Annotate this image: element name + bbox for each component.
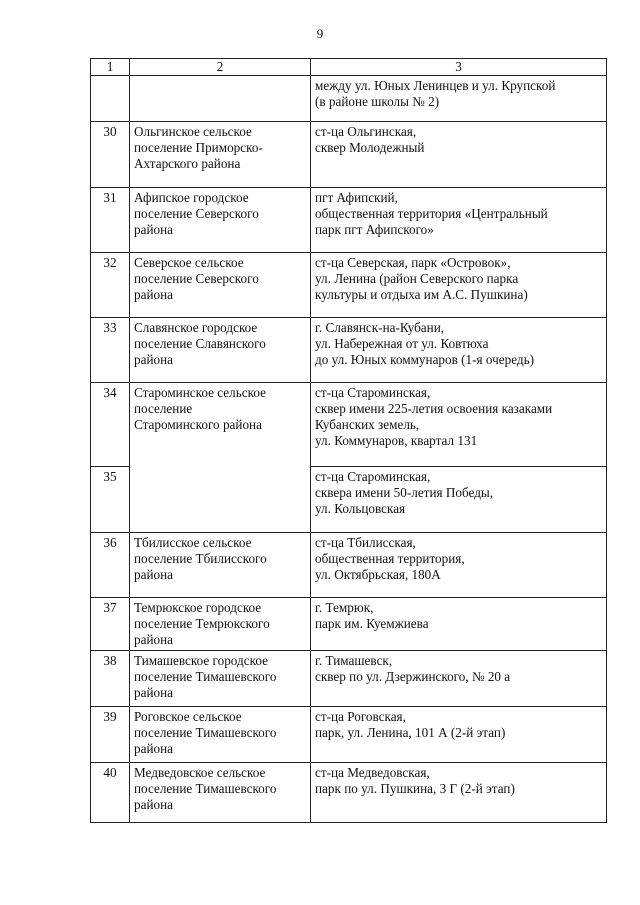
column-header: 3 bbox=[311, 59, 607, 76]
row-number: 34 bbox=[91, 383, 130, 467]
settlement-cell: Тимашевское городское поселение Тимашевского района bbox=[130, 651, 311, 707]
column-header: 1 bbox=[91, 59, 130, 76]
address-cell: ст-ца Тбилисская, общественная территория, ул. Октябрьская, 180А bbox=[311, 533, 607, 598]
address-cell: г. Тимашевск, сквер по ул. Дзержинского, № 20 а bbox=[311, 651, 607, 707]
address-cell: ст-ца Ольгинская, сквер Молодежный bbox=[311, 122, 607, 188]
settlement-cell: Медведовское сельское поселение Тимашевского района bbox=[130, 763, 311, 823]
settlement-cell: Северское сельское поселение Северского района bbox=[130, 253, 311, 318]
address-cell: г. Славянск-на-Кубани, ул. Набережная от ул. Ковтюха до ул. Юных коммунаров (1-я очередь) bbox=[311, 318, 607, 383]
address-cell: ст-ца Северская, парк «Островок», ул. Ленина (район Северского парка культуры и отдыха им А.С. Пушкина) bbox=[311, 253, 607, 318]
table-row bbox=[91, 651, 607, 707]
table-row bbox=[91, 533, 607, 598]
table-row bbox=[91, 598, 607, 651]
page-number: 9 bbox=[316, 26, 324, 41]
settlement-cell: Славянское городское поселение Славянского района bbox=[130, 318, 311, 383]
table-row bbox=[91, 188, 607, 253]
row-number: 35 bbox=[91, 467, 130, 533]
territories-table bbox=[90, 58, 607, 823]
address-cell: ст-ца Староминская, сквер имени 225-летия освоения казаками Кубанских земель, ул. Коммунаров, квартал 131 bbox=[311, 383, 607, 467]
table-row bbox=[91, 318, 607, 383]
settlement-cell: Афипское городское поселение Северского района bbox=[130, 188, 311, 253]
settlement-cell: Староминское сельское поселение Староминского района bbox=[130, 383, 311, 533]
row-number: 38 bbox=[91, 651, 130, 707]
table-row bbox=[91, 383, 607, 467]
row-number: 31 bbox=[91, 188, 130, 253]
settlement-cell: Роговское сельское поселение Тимашевского района bbox=[130, 707, 311, 763]
table-row bbox=[91, 763, 607, 823]
address-cell: между ул. Юных Ленинцев и ул. Крупской (в районе школы № 2) bbox=[311, 76, 607, 122]
column-header: 2 bbox=[130, 59, 311, 76]
settlement-cell bbox=[130, 76, 311, 122]
table-header-row bbox=[91, 59, 607, 76]
row-number bbox=[91, 76, 130, 122]
row-number: 33 bbox=[91, 318, 130, 383]
address-cell: ст-ца Староминская, сквера имени 50-летия Победы, ул. Кольцовская bbox=[311, 467, 607, 533]
row-number: 40 bbox=[91, 763, 130, 823]
address-cell: ст-ца Роговская, парк, ул. Ленина, 101 А (2-й этап) bbox=[311, 707, 607, 763]
row-number: 37 bbox=[91, 598, 130, 651]
row-number: 39 bbox=[91, 707, 130, 763]
row-number: 32 bbox=[91, 253, 130, 318]
row-number: 30 bbox=[91, 122, 130, 188]
table-row bbox=[91, 707, 607, 763]
address-cell: г. Темрюк, парк им. Куемжиева bbox=[311, 598, 607, 651]
table-row bbox=[91, 76, 607, 122]
settlement-cell: Темрюкское городское поселение Темрюкского района bbox=[130, 598, 311, 651]
address-cell: ст-ца Медведовская, парк по ул. Пушкина, 3 Г (2-й этап) bbox=[311, 763, 607, 823]
settlement-cell: Ольгинское сельское поселение Приморско- Ахтарского района bbox=[130, 122, 311, 188]
settlement-cell: Тбилисское сельское поселение Тбилисского района bbox=[130, 533, 311, 598]
table-row bbox=[91, 253, 607, 318]
row-number: 36 bbox=[91, 533, 130, 598]
table-row bbox=[91, 122, 607, 188]
address-cell: пгт Афипский, общественная территория «Центральный парк пгт Афипского» bbox=[311, 188, 607, 253]
